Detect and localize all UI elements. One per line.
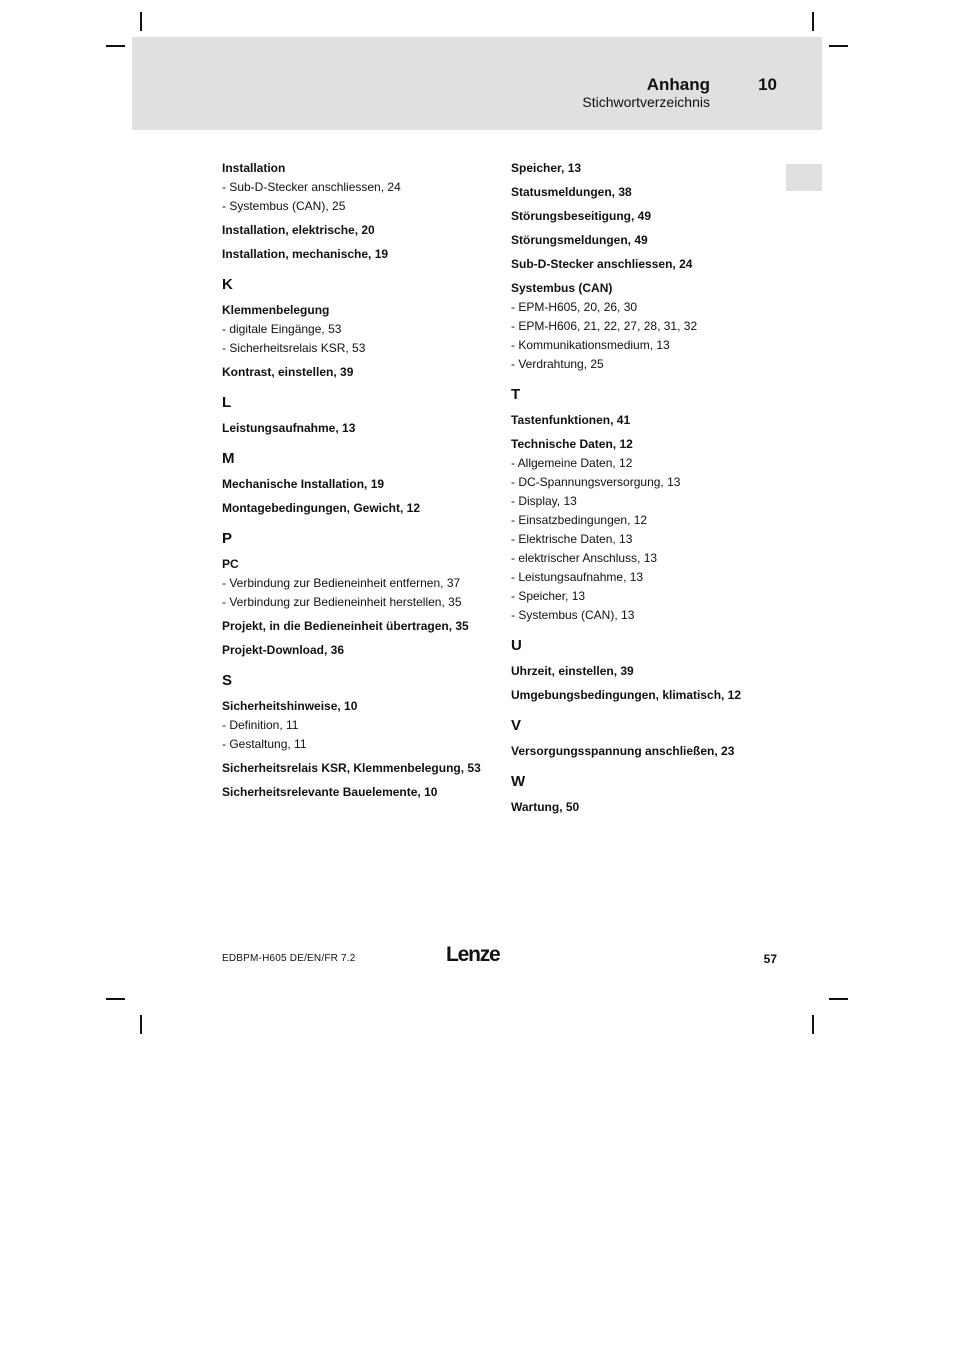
index-subentry: - Kommunikationsmedium, 13 <box>511 338 670 352</box>
index-subentry: - Sub-D-Stecker anschliessen, 24 <box>222 180 401 194</box>
crop-mark <box>140 12 142 31</box>
index-term: Installation <box>222 161 286 175</box>
crop-mark <box>829 998 848 1000</box>
index-subentry: - EPM-H606, 21, 22, 27, 28, 31, 32 <box>511 319 698 333</box>
index-term: Sub-D-Stecker anschliessen, 24 <box>511 257 693 271</box>
crop-mark <box>812 1015 814 1034</box>
index-subentry: - digitale Eingänge, 53 <box>222 322 342 336</box>
header-band <box>132 37 822 130</box>
index-subentry: - Definition, 11 <box>222 718 299 732</box>
index-subentry: - Verbindung zur Bedieneinheit entfernen, 37 <box>222 576 461 590</box>
index-column-left <box>222 160 497 801</box>
index-letter-heading: V <box>511 717 522 734</box>
index-term: Leistungsaufnahme, 13 <box>222 421 356 435</box>
index-subentry: - Allgemeine Daten, 12 <box>511 456 633 470</box>
index-term: Sicherheitshinweise, 10 <box>222 699 358 713</box>
index-letter-heading: U <box>511 637 522 654</box>
index-term: Speicher, 13 <box>511 161 582 175</box>
index-term: Wartung, 50 <box>511 800 580 814</box>
index-term: Störungsbeseitigung, 49 <box>511 209 652 223</box>
index-letter-heading: T <box>511 386 521 403</box>
index-term: Sicherheitsrelais KSR, Klemmenbelegung, 53 <box>222 761 481 775</box>
index-term: Tastenfunktionen, 41 <box>511 413 631 427</box>
crop-mark <box>106 998 125 1000</box>
index-term: Uhrzeit, einstellen, 39 <box>511 664 634 678</box>
index-term: Mechanische Installation, 19 <box>222 477 385 491</box>
index-term: PC <box>222 557 239 571</box>
index-subentry: - Systembus (CAN), 13 <box>511 608 635 622</box>
crop-mark <box>812 12 814 31</box>
index-letter-heading: P <box>222 530 233 547</box>
index-subentry: - Verbindung zur Bedieneinheit herstellen, 35 <box>222 595 462 609</box>
chapter-title: Anhang <box>646 75 710 94</box>
index-column-right <box>511 160 771 816</box>
index-letter-heading: M <box>222 450 235 467</box>
index-subentry: - Sicherheitsrelais KSR, 53 <box>222 341 366 355</box>
index-term: Technische Daten, 12 <box>511 437 633 451</box>
index-term: Sicherheitsrelevante Bauelemente, 10 <box>222 785 438 799</box>
index-term: Störungsmeldungen, 49 <box>511 233 648 247</box>
index-letter-heading: W <box>511 773 526 790</box>
crop-mark <box>106 45 125 47</box>
index-term: Installation, mechanische, 19 <box>222 247 389 261</box>
index-letter-heading: K <box>222 276 233 293</box>
index-term: Umgebungsbedingungen, klimatisch, 12 <box>511 688 742 702</box>
index-subentry: - EPM-H605, 20, 26, 30 <box>511 300 638 314</box>
index-subentry: - DC-Spannungsversorgung, 13 <box>511 475 681 489</box>
chapter-subtitle: Stichwortverzeichnis <box>582 94 710 110</box>
index-term: Systembus (CAN) <box>511 281 613 295</box>
chapter-number: 10 <box>758 75 777 94</box>
index-letter-heading: S <box>222 672 233 689</box>
index-letter-heading: L <box>222 394 232 411</box>
crop-mark <box>829 45 848 47</box>
index-term: Installation, elektrische, 20 <box>222 223 375 237</box>
index-subentry: - Systembus (CAN), 25 <box>222 199 346 213</box>
document-code: EDBPM-H605 DE/EN/FR 7.2 <box>222 953 356 964</box>
index-subentry: - elektrischer Anschluss, 13 <box>511 551 658 565</box>
index-subentry: - Speicher, 13 <box>511 589 586 603</box>
index-term: Projekt, in die Bedieneinheit übertragen, 35 <box>222 619 469 633</box>
index-subentry: - Einsatzbedingungen, 12 <box>511 513 648 527</box>
index-term: Versorgungsspannung anschließen, 23 <box>511 744 735 758</box>
index-term: Statusmeldungen, 38 <box>511 185 632 199</box>
index-term: Projekt-Download, 36 <box>222 643 345 657</box>
index-term: Montagebedingungen, Gewicht, 12 <box>222 501 421 515</box>
index-subentry: - Leistungsaufnahme, 13 <box>511 570 644 584</box>
crop-mark <box>140 1015 142 1034</box>
page-number: 57 <box>763 952 777 966</box>
index-subentry: - Verdrahtung, 25 <box>511 357 604 371</box>
chapter-tab-marker <box>786 164 822 191</box>
index-subentry: - Elektrische Daten, 13 <box>511 532 633 546</box>
index-term: Kontrast, einstellen, 39 <box>222 365 354 379</box>
index-subentry: - Display, 13 <box>511 494 577 508</box>
lenze-logo: Lenze <box>446 943 500 966</box>
index-subentry: - Gestaltung, 11 <box>222 737 307 751</box>
index-term: Klemmenbelegung <box>222 303 330 317</box>
